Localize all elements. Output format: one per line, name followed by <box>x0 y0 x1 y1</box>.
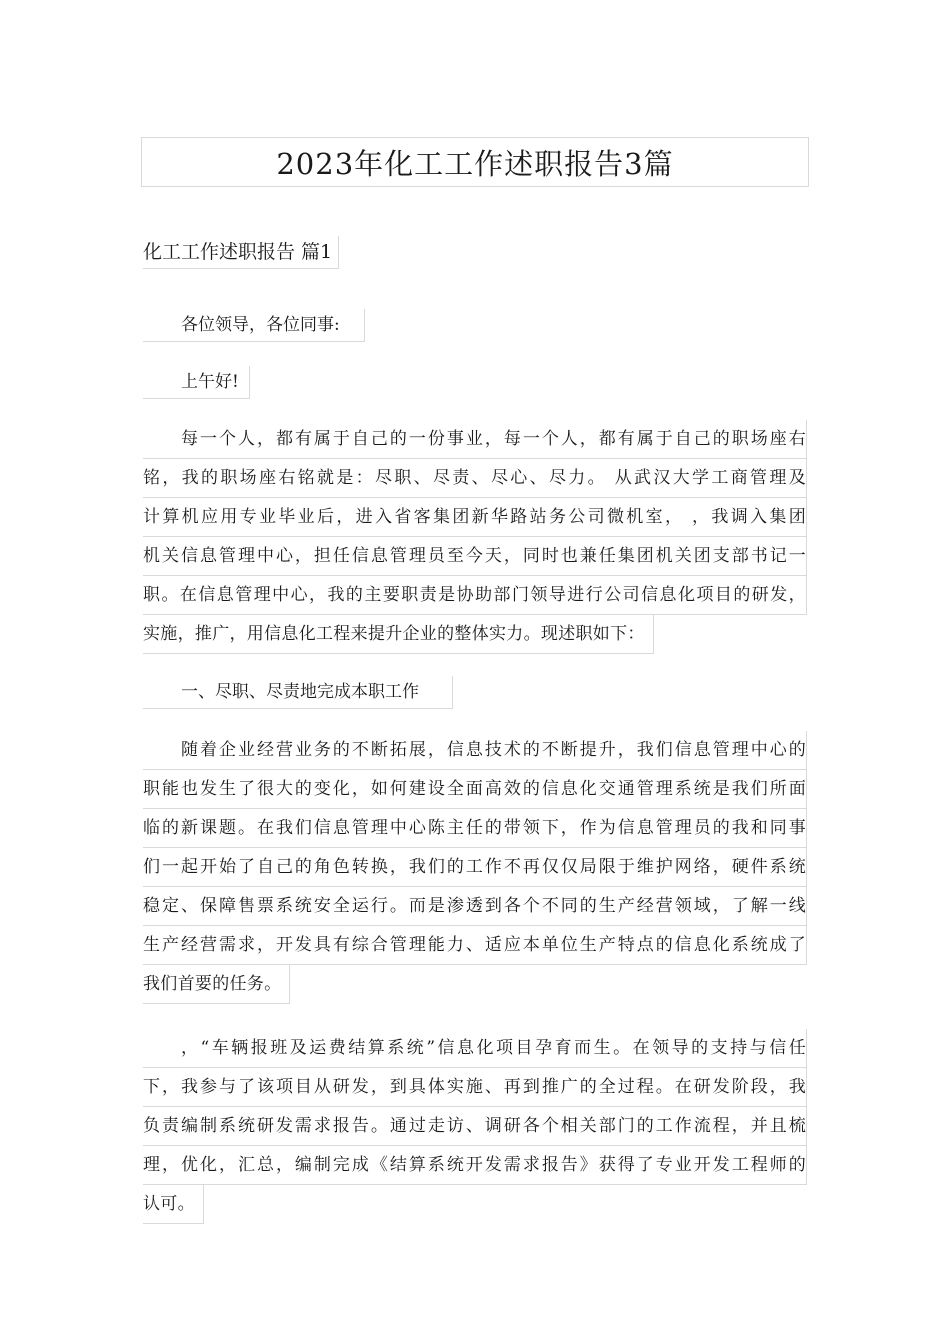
heading-1: 一、尽职、尽责地完成本职工作 <box>143 676 453 709</box>
paragraph-line: 实施，推广，用信息化工程来提升企业的整体实力。现述职如下： <box>143 615 654 654</box>
paragraph-line: 负责编制系统研发需求报告。通过走访、调研各个相关部门的工作流程，并且梳 <box>143 1107 807 1146</box>
paragraph-line: 计算机应用专业毕业后，进入省客集团新华路站务公司微机室， ，我调入集团 <box>143 498 807 537</box>
section-title: 化工工作述职报告 篇1 <box>143 236 339 269</box>
paragraph-line: 生产经营需求，开发具有综合管理能力、适应本单位生产特点的信息化系统成了 <box>143 926 807 965</box>
paragraph-line: 铭，我的职场座右铭就是：尽职、尽责、尽心、尽力。 从武汉大学工商管理及 <box>143 459 807 498</box>
salutation-line: 上午好! <box>143 366 250 399</box>
paragraph-line: 每一个人，都有属于自己的一份事业，每一个人，都有属于自己的职场座右 <box>143 420 807 459</box>
paragraph-line: 机关信息管理中心，担任信息管理员至今天，同时也兼任集团机关团支部书记一 <box>143 537 807 576</box>
paragraph-line: 下，我参与了该项目从研发，到具体实施、再到推广的全过程。在研发阶段，我 <box>143 1068 807 1107</box>
paragraph-line: 们一起开始了自己的角色转换，我们的工作不再仅仅局限于维护网络，硬件系统 <box>143 848 807 887</box>
paragraph-line: 理，优化，汇总，编制完成《结算系统开发需求报告》获得了专业开发工程师的 <box>143 1146 807 1185</box>
paragraph-line: 临的新课题。在我们信息管理中心陈主任的带领下，作为信息管理员的我和同事 <box>143 809 807 848</box>
paragraph-line: 我们首要的任务。 <box>143 965 290 1004</box>
paragraph-2 <box>143 731 807 1008</box>
paragraph-line: ，“车辆报班及运费结算系统”信息化项目孕育而生。在领导的支持与信任 <box>143 1029 807 1068</box>
paragraph-line: 随着企业经营业务的不断拓展，信息技术的不断提升，我们信息管理中心的 <box>143 731 807 770</box>
document-title: 2023年化工工作述职报告3篇 <box>141 137 809 187</box>
greeting-line: 各位领导，各位同事: <box>143 309 365 342</box>
paragraph-3 <box>143 1029 807 1228</box>
paragraph-line: 认可。 <box>143 1185 204 1224</box>
paragraph-1 <box>143 420 807 658</box>
paragraph-line: 职。在信息管理中心，我的主要职责是协助部门领导进行公司信息化项目的研发， <box>143 576 807 615</box>
paragraph-line: 稳定、保障售票系统安全运行。而是渗透到各个不同的生产经营领域，了解一线 <box>143 887 807 926</box>
paragraph-line: 职能也发生了很大的变化，如何建设全面高效的信息化交通管理系统是我们所面 <box>143 770 807 809</box>
